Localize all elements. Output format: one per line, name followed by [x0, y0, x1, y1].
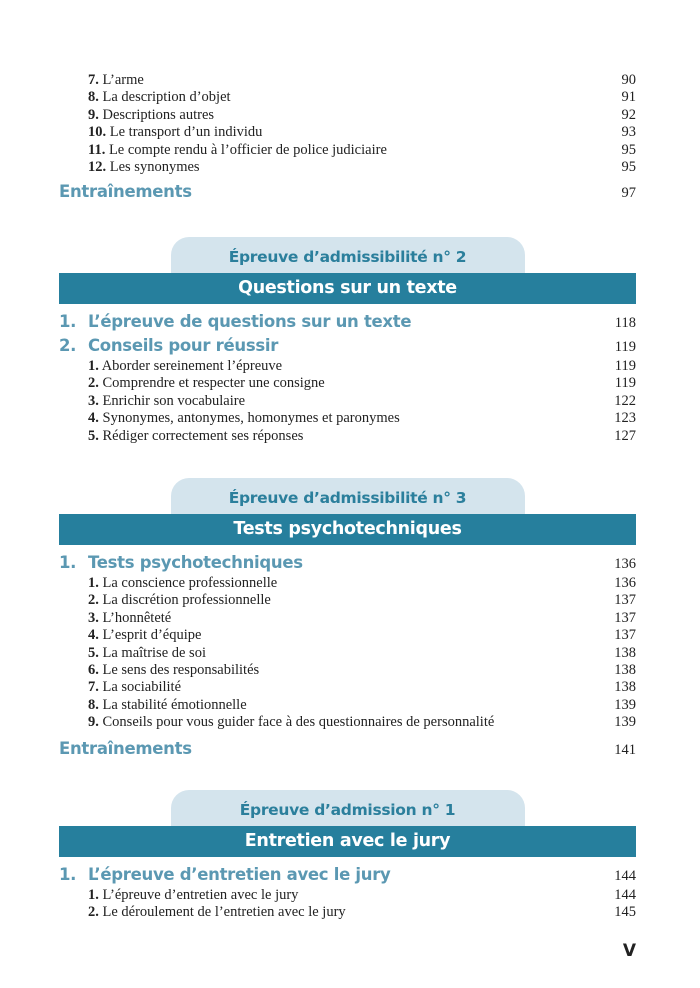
toc-entry[interactable] — [59, 592, 636, 609]
entry-label: La stabilité émotionnelle — [102, 696, 247, 713]
toc-heading[interactable] — [59, 310, 636, 334]
entry-label: La maîtrise de soi — [102, 644, 206, 661]
heading-number: 2. — [59, 336, 77, 355]
toc-entry[interactable] — [59, 697, 636, 714]
toc-entry[interactable] — [59, 627, 636, 644]
entry-label: La conscience professionnelle — [102, 575, 278, 591]
toc-heading[interactable] — [59, 863, 636, 887]
heading-label: Conseils pour réussir — [88, 336, 279, 355]
entry-number: 5. — [88, 644, 99, 661]
entry-page: 92 — [621, 106, 636, 123]
toc-entry[interactable] — [59, 107, 636, 124]
entry-number: 12. — [88, 158, 107, 175]
entry-number: 3. — [88, 609, 99, 626]
entry-number: 1. — [88, 358, 99, 374]
entry-page: 95 — [621, 141, 636, 158]
toc-heading[interactable] — [59, 551, 636, 575]
toc-entry[interactable] — [59, 575, 636, 592]
entry-page: 90 — [621, 72, 636, 88]
entry-page: 137 — [614, 627, 636, 644]
section-title-bar: Questions sur un texte — [59, 273, 636, 304]
entry-page: 139 — [614, 714, 636, 731]
heading-label: L’épreuve de questions sur un texte — [88, 312, 412, 331]
heading-number: 1. — [59, 553, 77, 572]
toc-entry[interactable] — [59, 714, 636, 731]
heading-page: 136 — [614, 556, 636, 572]
toc-section — [59, 790, 636, 922]
entry-number: 10. — [88, 124, 107, 141]
section-title-bar: Entretien avec le jury — [59, 826, 636, 857]
entry-page: 145 — [614, 904, 636, 921]
toc-heading[interactable] — [59, 180, 636, 204]
toc-entry[interactable] — [59, 159, 636, 176]
toc-top-block — [59, 72, 636, 204]
toc-entry[interactable] — [59, 904, 636, 921]
toc-entry[interactable] — [59, 410, 636, 427]
heading-page: 144 — [614, 868, 636, 884]
entry-page: 139 — [614, 696, 636, 713]
section-tab: Épreuve d’admissibilité n° 3 — [171, 478, 525, 514]
page-number: V — [622, 941, 636, 961]
entry-label: Aborder sereinement l’épreuve — [101, 358, 283, 374]
toc-heading[interactable] — [59, 334, 636, 358]
entry-number: 8. — [88, 696, 99, 713]
entry-label: Conseils pour vous guider face à des questionnaires de personnalité — [102, 714, 495, 731]
toc-entry[interactable] — [59, 124, 636, 141]
toc-entry[interactable] — [59, 610, 636, 627]
entry-page: 122 — [614, 392, 636, 409]
entry-number: 2. — [88, 904, 99, 921]
entry-number: 5. — [88, 427, 99, 444]
entry-label: La description d’objet — [102, 89, 231, 106]
entry-page: 144 — [614, 887, 636, 903]
entry-label: Le déroulement de l’entretien avec le jury — [102, 904, 346, 921]
toc-entry[interactable] — [59, 887, 636, 904]
entry-page: 127 — [614, 427, 636, 444]
entry-page: 93 — [621, 124, 636, 141]
entry-label: La discrétion professionnelle — [102, 592, 271, 609]
entry-number: 2. — [88, 592, 99, 609]
section-tab: Épreuve d’admissibilité n° 2 — [171, 237, 525, 273]
entry-number: 9. — [88, 106, 99, 123]
entry-label: Le compte rendu à l’officier de police judiciaire — [108, 141, 387, 158]
toc-entry[interactable] — [59, 375, 636, 392]
entry-number: 9. — [88, 714, 99, 731]
entry-page: 136 — [614, 575, 636, 591]
entry-label: L’épreuve d’entretien avec le jury — [102, 887, 299, 903]
entry-number: 1. — [88, 575, 99, 591]
entry-label: Le sens des responsabilités — [102, 661, 260, 678]
heading-page: 97 — [621, 185, 636, 202]
entry-page: 91 — [621, 89, 636, 106]
toc-section — [59, 237, 636, 445]
heading-number: 1. — [59, 312, 77, 331]
section-tab: Épreuve d’admission n° 1 — [171, 790, 525, 826]
toc-entry[interactable] — [59, 72, 636, 89]
entry-number: 8. — [88, 89, 99, 106]
entry-page: 119 — [614, 375, 636, 392]
entry-number: 2. — [88, 375, 99, 392]
heading-label: Tests psychotechniques — [88, 553, 303, 572]
heading-label: Entraînements — [59, 738, 192, 758]
entry-label: Les synonymes — [109, 158, 200, 175]
toc-entry[interactable] — [59, 645, 636, 662]
entry-page: 138 — [614, 644, 636, 661]
entry-label: Descriptions autres — [102, 106, 215, 123]
toc-entry[interactable] — [59, 89, 636, 106]
entry-label: Rédiger correctement ses réponses — [102, 427, 304, 444]
entry-label: Le transport d’un individu — [109, 124, 263, 141]
entry-number: 6. — [88, 661, 99, 678]
section-title-bar: Tests psychotechniques — [59, 514, 636, 545]
toc-entry[interactable] — [59, 679, 636, 696]
entry-page: 95 — [621, 158, 636, 175]
entry-number: 7. — [88, 679, 99, 696]
toc-entry[interactable] — [59, 662, 636, 679]
entry-page: 138 — [614, 679, 636, 696]
heading-page: 119 — [614, 339, 636, 355]
entry-page: 119 — [614, 358, 636, 374]
entry-page: 137 — [614, 592, 636, 609]
entry-label: Enrichir son vocabulaire — [102, 392, 246, 409]
toc-entry[interactable] — [59, 358, 636, 375]
entry-number: 4. — [88, 410, 99, 427]
entry-label: L’esprit d’équipe — [102, 627, 202, 644]
entry-page: 123 — [614, 410, 636, 427]
toc-entry[interactable] — [59, 428, 636, 445]
entry-label: Comprendre et respecter une consigne — [102, 375, 325, 392]
entry-page: 138 — [614, 661, 636, 678]
entry-label: L’honnêteté — [102, 609, 172, 626]
heading-number: 1. — [59, 865, 77, 884]
entry-number: 4. — [88, 627, 99, 644]
entry-label: Synonymes, antonymes, homonymes et paronymes — [102, 410, 400, 427]
entry-number: 1. — [88, 887, 99, 903]
toc-heading[interactable] — [59, 737, 636, 761]
entry-number: 3. — [88, 392, 99, 409]
heading-page: 118 — [614, 315, 636, 331]
toc-entry[interactable] — [59, 142, 636, 159]
toc-entry[interactable] — [59, 393, 636, 410]
entry-number: 11. — [88, 141, 106, 158]
heading-page: 141 — [614, 741, 636, 758]
heading-label: L’épreuve d’entretien avec le jury — [88, 865, 391, 884]
toc-section — [59, 478, 636, 761]
entry-label: La sociabilité — [102, 679, 182, 696]
entry-page: 137 — [614, 609, 636, 626]
entry-label: L’arme — [102, 72, 144, 88]
heading-label: Entraînements — [59, 182, 192, 202]
entry-number: 7. — [88, 72, 99, 88]
